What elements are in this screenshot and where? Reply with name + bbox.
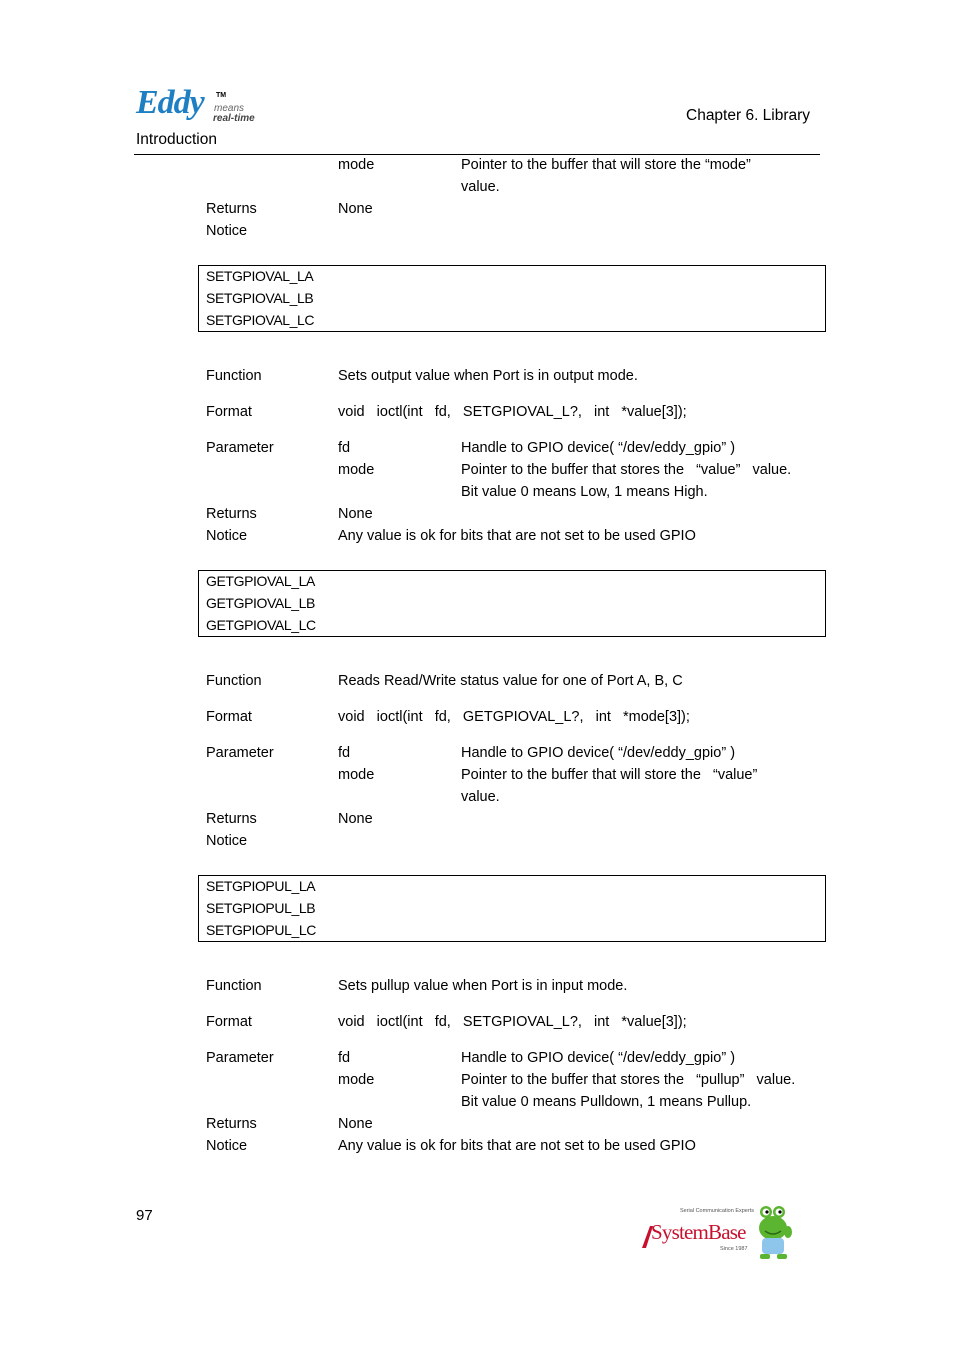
systembase-logo [640, 1198, 800, 1262]
command-name: GETGPIOVAL_LA [206, 573, 315, 589]
param-name: fd [338, 1050, 351, 1066]
function-text: Sets output value when Port is in output mode. [338, 368, 638, 384]
command-name-box [198, 570, 826, 637]
param-name: fd [338, 745, 351, 761]
brand-tagline: Serial Communication Experts [680, 1208, 754, 1214]
param-desc: Handle to GPIO device( “/dev/eddy_gpio” ) [461, 1050, 736, 1066]
chapter-title: Chapter 6. Library [686, 107, 811, 124]
function-label: Function [206, 368, 262, 384]
param-name: fd [338, 440, 351, 456]
function-text: Sets pullup value when Port is in input mode. [338, 978, 628, 994]
eddy-logo-tagline-2: real-time [213, 113, 255, 124]
command-name: GETGPIOVAL_LC [206, 617, 316, 633]
returns-label: Returns [206, 811, 257, 827]
returns-value: None [338, 506, 373, 522]
function-label: Function [206, 673, 262, 689]
param-desc: value. [461, 789, 500, 805]
returns-value: None [338, 1116, 373, 1132]
command-name: GETGPIOVAL_LB [206, 595, 315, 611]
page-number: 97 [136, 1207, 153, 1224]
function-label: Function [206, 978, 262, 994]
notice-label: Notice [206, 833, 248, 849]
param-name: mode [338, 767, 375, 783]
brand-name: SystemBase [651, 1220, 746, 1244]
section-title: Introduction [136, 131, 217, 148]
returns-label: Returns [206, 201, 257, 217]
param-desc: Handle to GPIO device( “/dev/eddy_gpio” ) [461, 440, 736, 456]
param-desc: Pointer to the buffer that will store the “mode” [461, 157, 751, 173]
command-name: SETGPIOPUL_LB [206, 900, 316, 916]
param-name: mode [338, 462, 375, 478]
returns-value: None [338, 811, 373, 827]
param-desc: Pointer to the buffer that stores the “value” value. [461, 462, 792, 478]
format-label: Format [206, 709, 252, 725]
returns-value: None [338, 201, 373, 217]
format-label: Format [206, 1014, 252, 1030]
param-name: mode [338, 157, 375, 173]
brand-since: Since 1987 [720, 1246, 748, 1252]
command-name-box [198, 875, 826, 942]
notice-value: Any value is ok for bits that are not set to be used GPIO [338, 528, 696, 544]
format-text: void ioctl(int fd, GETGPIOVAL_L?, int *mode[3]); [338, 709, 690, 725]
notice-label: Notice [206, 223, 248, 239]
command-name: SETGPIOPUL_LA [206, 878, 316, 894]
parameter-label: Parameter [206, 1050, 274, 1066]
eddy-logo-tm: TM [216, 92, 227, 99]
param-desc: value. [461, 179, 500, 195]
command-name: SETGPIOVAL_LC [206, 312, 315, 328]
header-divider [134, 154, 820, 155]
eddy-logo-tagline-1: means [214, 103, 245, 114]
command-name: SETGPIOVAL_LB [206, 290, 314, 306]
format-label: Format [206, 404, 252, 420]
command-name: SETGPIOVAL_LA [206, 268, 314, 284]
notice-label: Notice [206, 1138, 248, 1154]
eddy-logo-brand: Eddy [136, 84, 204, 121]
param-desc: Handle to GPIO device( “/dev/eddy_gpio” ) [461, 745, 736, 761]
param-desc: Pointer to the buffer that will store the “value” [461, 767, 758, 783]
parameter-label: Parameter [206, 745, 274, 761]
notice-value: Any value is ok for bits that are not set to be used GPIO [338, 1138, 696, 1154]
command-name-box [198, 265, 826, 332]
notice-label: Notice [206, 528, 248, 544]
returns-label: Returns [206, 1116, 257, 1132]
format-text: void ioctl(int fd, SETGPIOVAL_L?, int *value[3]); [338, 404, 687, 420]
param-name: mode [338, 1072, 375, 1088]
param-desc: Bit value 0 means Low, 1 means High. [461, 484, 708, 500]
parameter-label: Parameter [206, 440, 274, 456]
returns-label: Returns [206, 506, 257, 522]
command-name: SETGPIOPUL_LC [206, 922, 316, 938]
param-desc: Bit value 0 means Pulldown, 1 means Pullup. [461, 1094, 752, 1110]
param-desc: Pointer to the buffer that stores the “pullup” value. [461, 1072, 796, 1088]
format-text: void ioctl(int fd, SETGPIOVAL_L?, int *value[3]); [338, 1014, 687, 1030]
function-text: Reads Read/Write status value for one of Port A, B, C [338, 673, 683, 689]
